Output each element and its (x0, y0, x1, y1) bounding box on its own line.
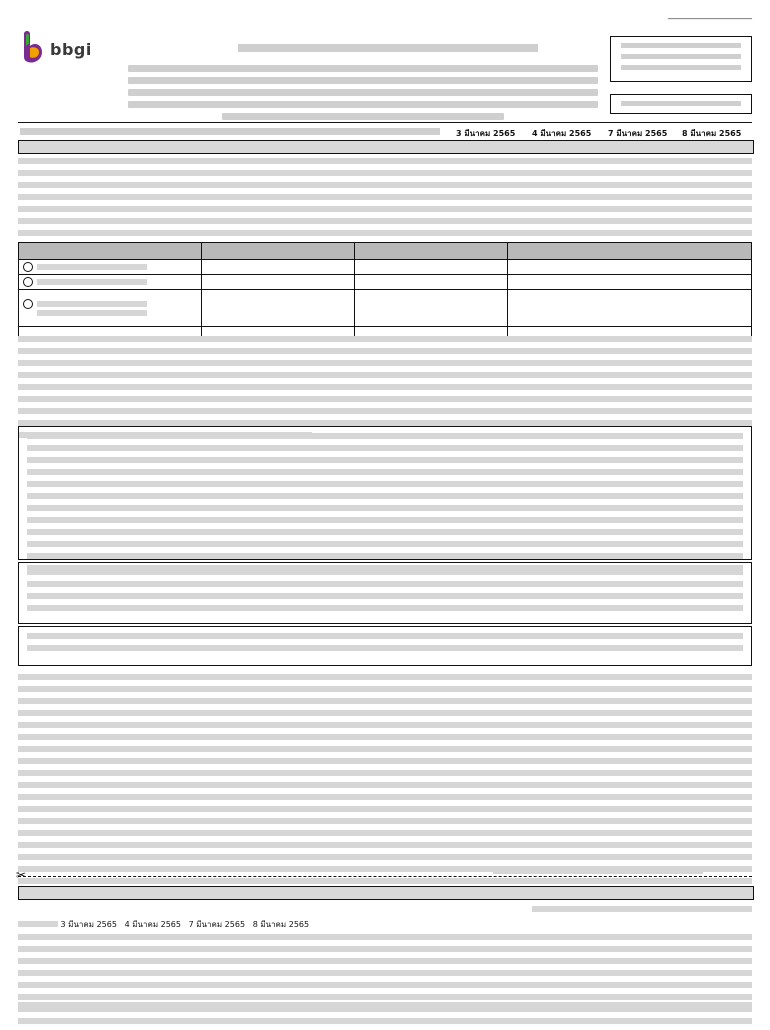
cut-line (18, 876, 752, 877)
subscription-table (18, 242, 752, 342)
receipt-date-1: 3 มีนาคม 2565 (60, 920, 117, 929)
reference-box-2 (610, 94, 752, 114)
receipt-date-2: 4 มีนาคม 2565 (124, 920, 181, 929)
receipt-header (18, 886, 754, 900)
footer-note (18, 1002, 752, 1010)
date-4: 8 มีนาคม 2565 (682, 129, 742, 138)
subscription-form-page (18, 10, 752, 1014)
table-header (355, 243, 508, 260)
reference-box (610, 36, 752, 82)
receipt-date-3: 7 มีนาคม 2565 (188, 920, 246, 929)
date-2: 4 มีนาคม 2565 (532, 129, 592, 138)
subscription-dates-bar (18, 126, 752, 140)
radio-icon[interactable] (23, 299, 33, 309)
table-header (202, 243, 355, 260)
share-delivery-box (18, 426, 752, 560)
bbgi-logo (20, 30, 90, 70)
form-title (208, 42, 568, 54)
radio-icon[interactable] (23, 277, 33, 287)
dates-label (20, 128, 440, 135)
fatca-box (18, 626, 752, 666)
row-label-cell[interactable] (19, 290, 202, 327)
document-number-line: _____________________ (668, 10, 752, 19)
table-row (19, 275, 752, 290)
table-header (19, 243, 202, 260)
bbgi-logo-text: bbgi (50, 40, 92, 59)
scissors-icon: ✂ (16, 868, 27, 882)
receipt-dates (18, 918, 752, 928)
receipt-date-4: 8 มีนาคม 2565 (252, 920, 310, 929)
date-3: 7 มีนาคม 2565 (608, 129, 668, 138)
receipt-section (18, 900, 752, 1030)
form-subtitle (128, 60, 598, 120)
table-row (19, 290, 752, 327)
table-row (19, 260, 752, 275)
bbgi-logo-mark-icon (20, 30, 46, 66)
date-1: 3 มีนาคม 2565 (456, 129, 516, 138)
radio-icon[interactable] (23, 262, 33, 272)
table-header (508, 243, 752, 260)
row-label-cell[interactable] (19, 260, 202, 275)
row-label-cell[interactable] (19, 275, 202, 290)
tax-box (18, 562, 752, 624)
divider (18, 122, 752, 123)
